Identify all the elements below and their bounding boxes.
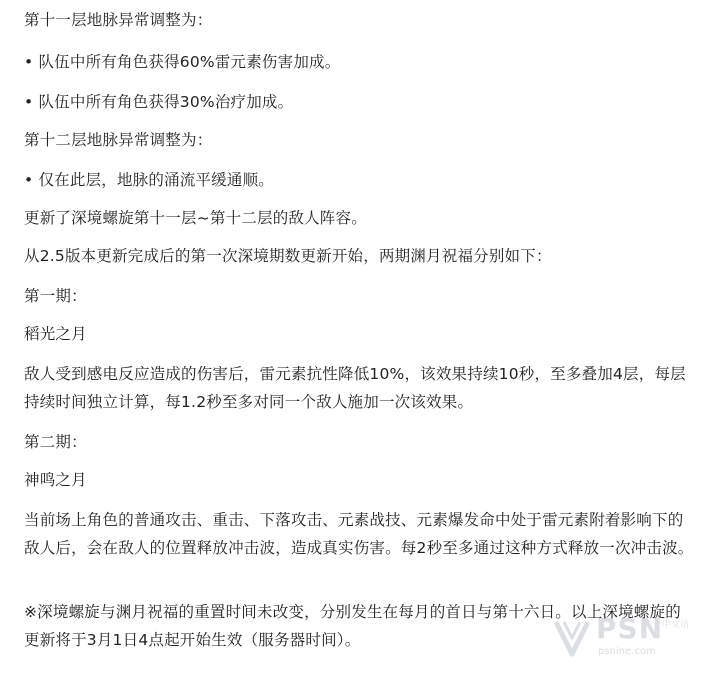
paragraph-floor12-heading: 第十二层地脉异常调整为： — [24, 131, 213, 149]
paragraph-phase1-title: 稻光之月 — [24, 325, 87, 343]
paragraph-blessing-intro: 从2.5版本更新完成后的第一次深境期数更新开始，两期渊月祝福分别如下： — [24, 247, 552, 265]
watermark-tag: 中文站 — [662, 620, 690, 630]
paragraph-phase1-effect: 敌人受到感电反应造成的伤害后，雷元素抗性降低10%，该效果持续10秒，至多叠加4层，每层持续时间独立计算，每1.2秒至多对同一个敌人施加一次该效果。 — [24, 365, 686, 411]
site-watermark — [550, 612, 700, 666]
paragraph-phase2-title: 神鸣之月 — [24, 471, 87, 489]
paragraph-floor11-electro-bonus: • 队伍中所有角色获得60%雷元素伤害加成。 — [24, 53, 341, 71]
paragraph-floor11-healing-bonus: • 队伍中所有角色获得30%治疗加成。 — [24, 93, 294, 111]
watermark-brand: PSN — [596, 612, 664, 645]
paragraph-phase2-effect: 当前场上角色的普通攻击、重击、下落攻击、元素战技、元素爆发命中处于雷元素附着影响下的敌人后，会在敌人的位置释放冲击波，造成真实伤害。每2秒至多通过这种方式释放一次冲击波。 — [24, 511, 694, 557]
paragraph-floor11-heading: 第十一层地脉异常调整为： — [24, 11, 213, 29]
paragraph-reset-note: ※深境螺旋与渊月祝福的重置时间未改变，分别发生在每月的首日与第十六日。以上深境螺旋的更新将于3月1日4点起开始生效（服务器时间）。 — [24, 603, 681, 649]
psn-logo-icon — [550, 616, 594, 660]
paragraph-phase2-heading: 第二期： — [24, 433, 87, 451]
paragraph-enemy-lineup: 更新了深境螺旋第十一层~第十二层的敌人阵容。 — [24, 209, 367, 227]
paragraph-floor12-ley-line: • 仅在此层，地脉的涌流平缓通顺。 — [24, 171, 274, 189]
watermark-domain: psnine.com — [598, 646, 656, 657]
paragraph-phase1-heading: 第一期： — [24, 287, 87, 305]
